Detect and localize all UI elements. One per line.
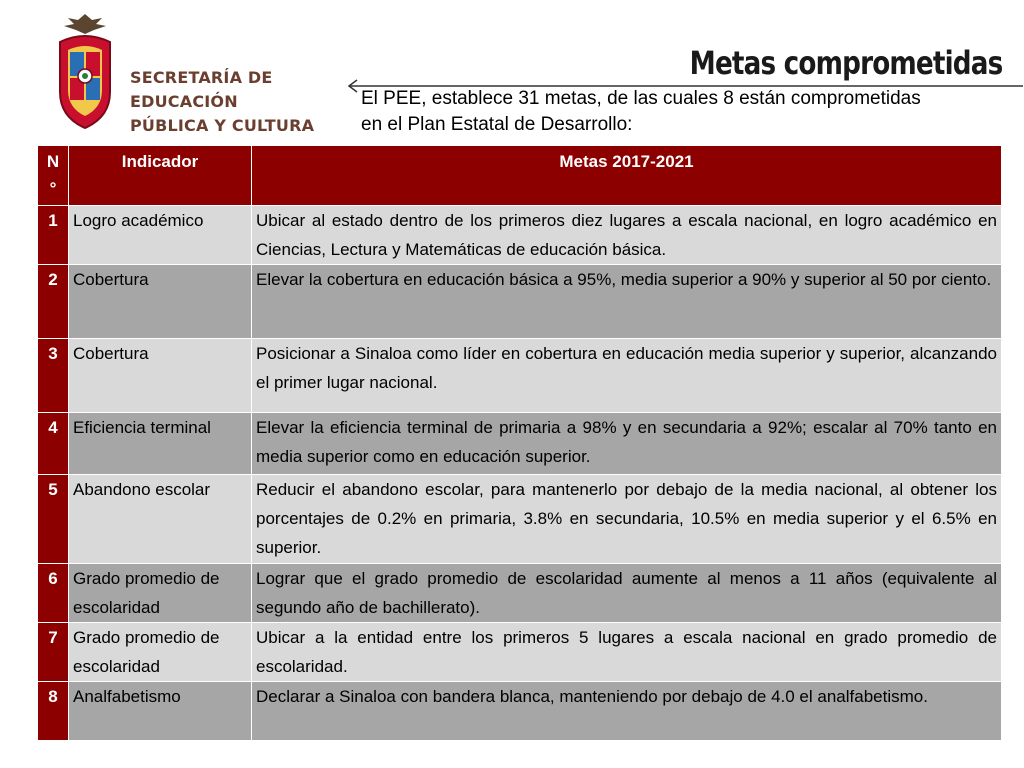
row-number: 1 (38, 206, 69, 265)
row-meta: Elevar la cobertura en educación básica a 95%, media superior a 90% y superior al 50 por ciento. (252, 265, 1002, 339)
table-header-row (38, 146, 1002, 206)
row-indicador: Analfabetismo (69, 682, 252, 741)
row-indicador: Cobertura (69, 265, 252, 339)
row-number: 6 (38, 564, 69, 623)
column-header-metas: Metas 2017-2021 (252, 146, 1002, 206)
row-indicador: Abandono escolar (69, 475, 252, 564)
row-number: 4 (38, 413, 69, 475)
table-row (38, 413, 1002, 475)
table-row (38, 623, 1002, 682)
row-number: 5 (38, 475, 69, 564)
org-line-3: PÚBLICA Y CULTURA (130, 116, 315, 135)
row-meta: Declarar a Sinaloa con bandera blanca, manteniendo por debajo de 4.0 el analfabetismo. (252, 682, 1002, 741)
row-meta: Ubicar al estado dentro de los primeros diez lugares a escala nacional, en logro académico en Ciencias, Lectura y Matemáticas de educación básica. (252, 206, 1002, 265)
subtitle-text: El PEE, establece 31 metas, de las cuales 8 están comprometidas en el Plan Estatal de Desarrollo: (361, 88, 921, 135)
row-meta: Reducir el abandono escolar, para mantenerlo por debajo de la media nacional, al obtener los porcentajes de 0.2% en primaria, 3.8% en secundaria, 10.5% en media superior y el 6.5% en superior. (252, 475, 1002, 564)
organization-name (130, 66, 314, 138)
row-meta: Lograr que el grado promedio de escolaridad aumente al menos a 11 años (equivalente al segundo año de bachillerato). (252, 564, 1002, 623)
row-number: 3 (38, 339, 69, 413)
table-row (38, 564, 1002, 623)
row-indicador: Grado promedio de escolaridad (69, 564, 252, 623)
table-row (38, 339, 1002, 413)
row-indicador: Cobertura (69, 339, 252, 413)
row-number: 7 (38, 623, 69, 682)
org-line-1: SECRETARÍA DE (130, 68, 273, 87)
row-meta: Ubicar a la entidad entre los primeros 5 lugares a escala nacional en grado promedio de escolaridad. (252, 623, 1002, 682)
row-meta: Elevar la eficiencia terminal de primaria a 98% y en secundaria a 92%; escalar al 70% tanto en media superior como en educación superior. (252, 413, 1002, 475)
sinaloa-coat-of-arms-logo (54, 12, 116, 132)
row-number: 2 (38, 265, 69, 339)
page-title: Metas comprometidas (689, 44, 1002, 82)
table-row (38, 475, 1002, 564)
table-row (38, 265, 1002, 339)
row-meta: Posicionar a Sinaloa como líder en cobertura en educación media superior y superior, alcanzando el primer lugar nacional. (252, 339, 1002, 413)
table-row (38, 206, 1002, 265)
metas-table (37, 145, 1002, 741)
org-line-2: EDUCACIÓN (130, 92, 238, 111)
column-header-number: N ° (38, 146, 69, 206)
row-number: 8 (38, 682, 69, 741)
row-indicador: Eficiencia terminal (69, 413, 252, 475)
row-indicador: Logro académico (69, 206, 252, 265)
column-header-indicador: Indicador (69, 146, 252, 206)
row-indicador: Grado promedio de escolaridad (69, 623, 252, 682)
table-row (38, 682, 1002, 741)
